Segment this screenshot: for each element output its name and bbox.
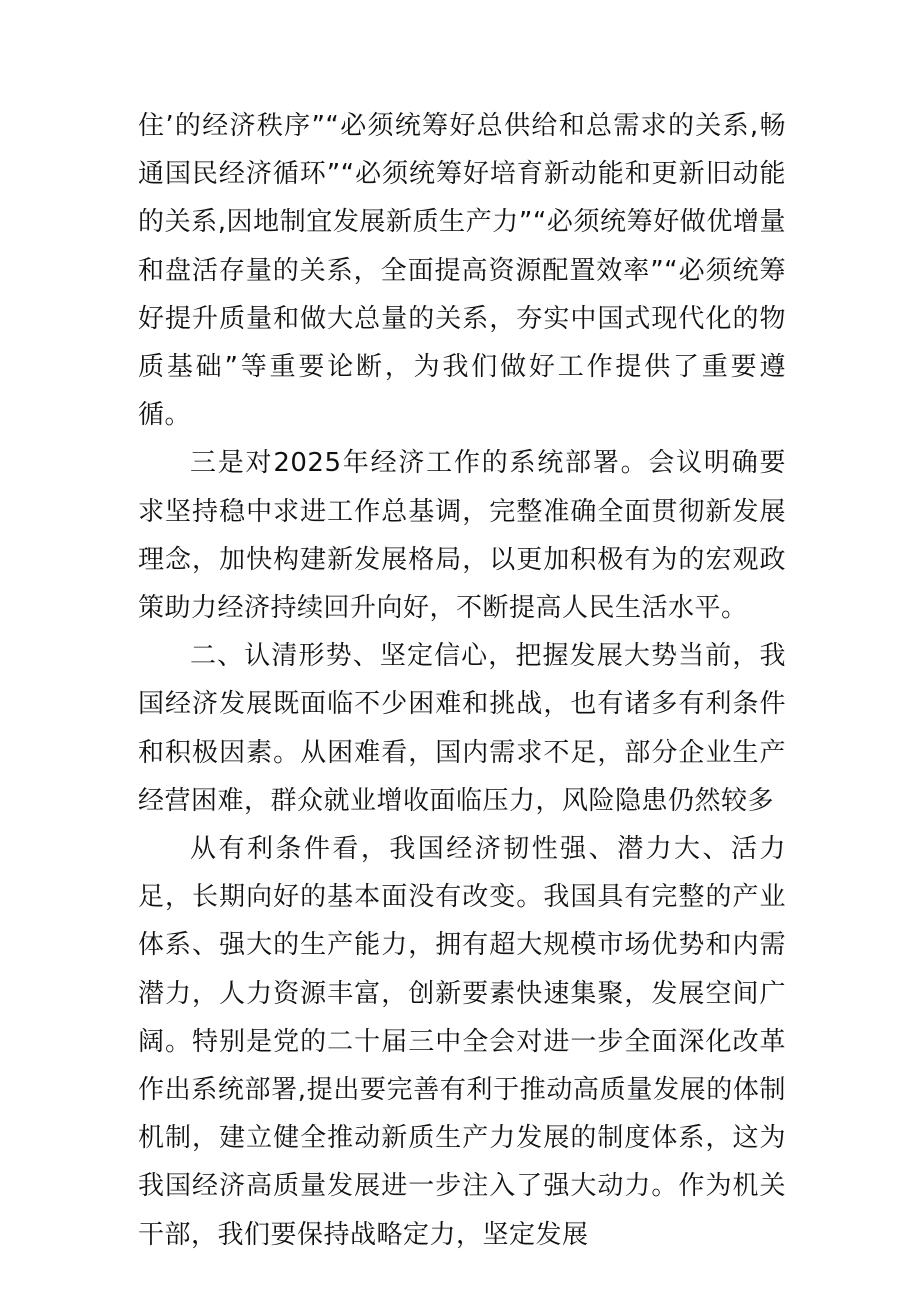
paragraph-2: 三是对2025年经济工作的系统部署。会议明确要求坚持稳中求进工作总基调，完整准确全面贯彻新发展理念，加快构建新发展格局，以更加积极有为的宏观政策助力经济持续回升向好，不断提高人民生活水平。 (138, 448, 786, 624)
paragraph-3: 二、认清形势、坚定信心，把握发展大势当前，我国经济发展既面临不少困难和挑战，也有诸多有利条件和积极因素。从困难看，国内需求不足，部分企业生产经营困难，群众就业增收面临压力，风险隐患仍然较多 (138, 641, 786, 816)
paragraph-1: 住’的经济秩序”“必须统筹好总供给和总需求的关系,畅通国民经济循环”“必须统筹好培育新动能和更新旧动能的关系,因地制宜发展新质生产力”“必须统筹好做优增量和盘活存量的关系，全面提高资源配置效率”“必须统筹好提升质量和做大总量的关系，夯实中国式现代化的物质基础”等重要论断，为我们做好工作提供了重要遵循。 (138, 111, 786, 431)
document-page (138, 102, 786, 1259)
paragraph-4: 从有利条件看，我国经济韧性强、潜力大、活力足，长期向好的基本面没有改变。我国具有完整的产业体系、强大的生产能力，拥有超大规模市场优势和内需潜力，人力资源丰富，创新要素快速集聚，发展空间广阔。特别是党的二十届三中全会对进一步全面深化改革作出系统部署,提出要完善有利于推动高质量发展的体制机制，建立健全推动新质生产力发展的制度体系，这为我国经济高质量发展进一步注入了强大动力。作为机关干部，我们要保持战略定力，坚定发展 (138, 834, 786, 1250)
